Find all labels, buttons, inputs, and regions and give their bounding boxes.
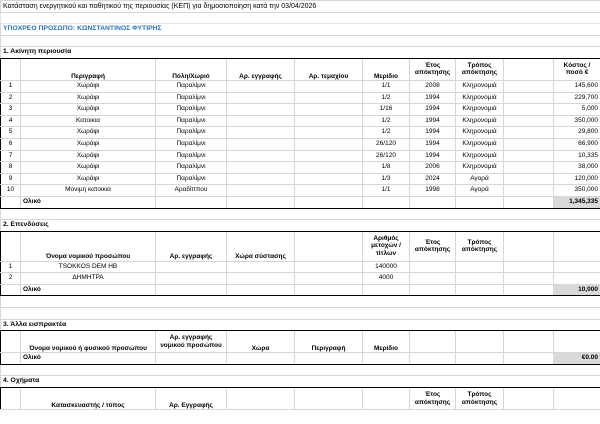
property-reg-no bbox=[227, 162, 295, 174]
row-number: 6 bbox=[1, 138, 21, 150]
col-cost: Κόστος / ποσό € bbox=[554, 58, 600, 80]
property-cost: 120,000 bbox=[554, 173, 600, 185]
investment-reg-no bbox=[156, 273, 227, 285]
col-method: Τρόπος απόκτησης bbox=[456, 58, 504, 80]
col-country: Χώρα σύστασης bbox=[227, 231, 295, 261]
property-empty bbox=[504, 162, 554, 174]
property-year: 1994 bbox=[410, 104, 456, 116]
section-investments-title: 2. Επενδύσεις bbox=[1, 220, 600, 232]
property-description: Χωράφι bbox=[21, 150, 156, 162]
property-reg-no bbox=[227, 173, 295, 185]
row-number: 7 bbox=[1, 150, 21, 162]
document-title: Κατάσταση ενεργητικού και παθητικού της περιουσίας (ΚΕΠ) για δημοσιοποίηση κατά την 03/04/2026 bbox=[1, 1, 600, 13]
table-row bbox=[1, 104, 600, 116]
investment-method bbox=[456, 273, 504, 285]
investment-country bbox=[227, 261, 295, 273]
property-parcel bbox=[295, 104, 363, 116]
property-share: 1/2 bbox=[363, 115, 410, 127]
property-method: Κληρονομιά bbox=[456, 150, 504, 162]
row-number: 2 bbox=[1, 273, 21, 285]
property-reg-no bbox=[227, 127, 295, 139]
col-year: Έτος απόκτησης bbox=[410, 58, 456, 80]
property-city: Παραλίμνι bbox=[156, 80, 227, 92]
property-method: Κληρονομιά bbox=[456, 162, 504, 174]
property-parcel bbox=[295, 127, 363, 139]
row-number: 1 bbox=[1, 261, 21, 273]
property-reg-no bbox=[227, 150, 295, 162]
property-method: Κληρονομιά bbox=[456, 115, 504, 127]
property-empty bbox=[504, 127, 554, 139]
col-company-reg: Αρ. εγγραφής bbox=[156, 231, 227, 261]
row-number: 8 bbox=[1, 162, 21, 174]
property-reg-no bbox=[227, 115, 295, 127]
investment-year bbox=[410, 273, 456, 285]
table-row bbox=[1, 173, 600, 185]
property-city: Παραλίμνι bbox=[156, 127, 227, 139]
property-city: Παραλίμνι bbox=[156, 173, 227, 185]
investment-year bbox=[410, 261, 456, 273]
col-vehicle-year: Έτος απόκτησης bbox=[410, 388, 456, 410]
property-parcel bbox=[295, 185, 363, 197]
investment-country bbox=[227, 273, 295, 285]
investment-empty bbox=[295, 273, 363, 285]
property-description: Χωράφι bbox=[21, 104, 156, 116]
col-vehicle-reg: Αρ. Εγγραφής bbox=[156, 388, 227, 410]
property-cost: 10,335 bbox=[554, 150, 600, 162]
real-estate-total: 1,345,335 bbox=[554, 196, 600, 208]
col-rec-description: Περιγραφή bbox=[295, 331, 363, 353]
investment-shares: 4000 bbox=[363, 273, 410, 285]
property-cost: 29,800 bbox=[554, 127, 600, 139]
col-vehicle-maker: Κατασκευαστής / τύπος bbox=[21, 388, 156, 410]
investment-name: TSOKKOS DEM HB bbox=[21, 261, 156, 273]
col-rec-country: Χώρα bbox=[227, 331, 295, 353]
table-row bbox=[1, 185, 600, 197]
property-year: 1994 bbox=[410, 92, 456, 104]
investment-reg-no bbox=[156, 261, 227, 273]
property-method: Αγορά bbox=[456, 173, 504, 185]
property-cost: 229,700 bbox=[554, 92, 600, 104]
property-parcel bbox=[295, 138, 363, 150]
property-parcel bbox=[295, 162, 363, 174]
property-method: Κληρονομιά bbox=[456, 127, 504, 139]
property-description: Χωράφι bbox=[21, 127, 156, 139]
col-rec-share: Μερίδιο bbox=[363, 331, 410, 353]
row-number: 3 bbox=[1, 104, 21, 116]
investment-value bbox=[554, 273, 600, 285]
property-city: Παραλίμνι bbox=[156, 92, 227, 104]
property-description: Μονιμη κατοικια bbox=[21, 185, 156, 197]
row-number: 4 bbox=[1, 115, 21, 127]
property-city: Παραλίμνι bbox=[156, 150, 227, 162]
section-vehicles-title: 4. Οχήματα bbox=[1, 376, 600, 388]
col-inv-year: Έτος απόκτησης bbox=[410, 231, 456, 261]
col-reg-no: Αρ. εγγραφής bbox=[227, 58, 295, 80]
investment-empty bbox=[295, 261, 363, 273]
property-reg-no bbox=[227, 104, 295, 116]
investment-value bbox=[554, 261, 600, 273]
col-vehicle-method: Τρόπος απόκτησης bbox=[456, 388, 504, 410]
table-row bbox=[1, 127, 600, 139]
property-share: 1/8 bbox=[363, 162, 410, 174]
section-receivables-title: 3. Άλλα εισπρακτέα bbox=[1, 319, 600, 331]
property-empty bbox=[504, 104, 554, 116]
property-empty bbox=[504, 80, 554, 92]
property-method: Κληρονομιά bbox=[456, 104, 504, 116]
table-row bbox=[1, 150, 600, 162]
property-description: Χωράφι bbox=[21, 162, 156, 174]
property-year: 1994 bbox=[410, 150, 456, 162]
table-row bbox=[1, 115, 600, 127]
property-empty bbox=[504, 150, 554, 162]
investments-total-label: Ολικό bbox=[21, 284, 156, 296]
property-year: 1994 bbox=[410, 127, 456, 139]
property-cost: 145,600 bbox=[554, 80, 600, 92]
investment-shares: 140000 bbox=[363, 261, 410, 273]
col-description: Περιγραφή bbox=[21, 58, 156, 80]
property-description: Κατοικια bbox=[21, 115, 156, 127]
property-empty bbox=[504, 138, 554, 150]
investments-total: 10,000 bbox=[554, 284, 600, 296]
table-row bbox=[1, 80, 600, 92]
property-cost: 66,900 bbox=[554, 138, 600, 150]
table-row bbox=[1, 261, 600, 273]
real-estate-total-label: Ολικό bbox=[21, 196, 156, 208]
table-row bbox=[1, 138, 600, 150]
row-number: 9 bbox=[1, 173, 21, 185]
section-real-estate-title: 1. Ακίνητη περιουσία bbox=[1, 47, 600, 59]
property-share: 1/1 bbox=[363, 185, 410, 197]
property-cost: 350,000 bbox=[554, 185, 600, 197]
col-city: Πόλη/Χωριό bbox=[156, 58, 227, 80]
property-reg-no bbox=[227, 185, 295, 197]
property-city: Παραλίμνι bbox=[156, 104, 227, 116]
property-method: Κληρονομιά bbox=[456, 138, 504, 150]
property-year: 2006 bbox=[410, 162, 456, 174]
receivables-total-label: Ολικό bbox=[21, 353, 156, 365]
property-share: 26/120 bbox=[363, 150, 410, 162]
col-inv-method: Τρόπος απόκτησης bbox=[456, 231, 504, 261]
obligated-person: ΥΠΟΧΡΕΟ ΠΡΟΣΩΠΟ: ΚΩΝΣΤΑΝΤΙΝΟΣ ΦΥΤΙΡΗΣ bbox=[1, 24, 600, 36]
col-share: Μερίδιο bbox=[363, 58, 410, 80]
property-city: Παραλίμνι bbox=[156, 138, 227, 150]
property-city: Παραλίμνι bbox=[156, 162, 227, 174]
table-row bbox=[1, 92, 600, 104]
property-share: 1/3 bbox=[363, 173, 410, 185]
row-number: 5 bbox=[1, 127, 21, 139]
property-year: 1994 bbox=[410, 115, 456, 127]
property-year: 1998 bbox=[410, 185, 456, 197]
investment-name: ΔΗΜΗΤΡΑ bbox=[21, 273, 156, 285]
receivables-total: €0.00 bbox=[554, 353, 600, 365]
col-parcel: Αρ. τεμαχίου bbox=[295, 58, 363, 80]
property-parcel bbox=[295, 173, 363, 185]
property-empty bbox=[504, 115, 554, 127]
property-share: 26/120 bbox=[363, 138, 410, 150]
property-empty bbox=[504, 92, 554, 104]
property-parcel bbox=[295, 92, 363, 104]
table-row bbox=[1, 162, 600, 174]
property-description: Χωράφι bbox=[21, 138, 156, 150]
property-empty bbox=[504, 173, 554, 185]
property-share: 1/2 bbox=[363, 127, 410, 139]
property-year: 2008 bbox=[410, 80, 456, 92]
property-city: Παραλίμνι bbox=[156, 115, 227, 127]
property-parcel bbox=[295, 80, 363, 92]
row-number: 2 bbox=[1, 92, 21, 104]
investment-empty bbox=[504, 261, 554, 273]
col-person-name: Όνομα νομικού ή φυσικού προσώπου bbox=[21, 331, 156, 353]
property-cost: 350,000 bbox=[554, 115, 600, 127]
property-parcel bbox=[295, 150, 363, 162]
col-shares: Αριθμός μετοχών / τίτλων bbox=[363, 231, 410, 261]
property-share: 1/16 bbox=[363, 104, 410, 116]
property-cost: 38,000 bbox=[554, 162, 600, 174]
property-method: Κληρονομιά bbox=[456, 92, 504, 104]
property-year: 1994 bbox=[410, 138, 456, 150]
property-share: 1/2 bbox=[363, 92, 410, 104]
property-reg-no bbox=[227, 92, 295, 104]
property-description: Χωράφι bbox=[21, 80, 156, 92]
property-reg-no bbox=[227, 138, 295, 150]
property-empty bbox=[504, 185, 554, 197]
row-number: 10 bbox=[1, 185, 21, 197]
property-year: 2024 bbox=[410, 173, 456, 185]
property-parcel bbox=[295, 115, 363, 127]
property-description: Χωράφι bbox=[21, 92, 156, 104]
table-row bbox=[1, 273, 600, 285]
col-company-name: Όνομα νομικού προσώπου bbox=[21, 231, 156, 261]
col-person-reg: Αρ. εγγραφής νομικού προσώπου bbox=[156, 331, 227, 353]
property-share: 1/1 bbox=[363, 80, 410, 92]
property-method: Αγορά bbox=[456, 185, 504, 197]
property-cost: 5,000 bbox=[554, 104, 600, 116]
property-method: Κληρονομιά bbox=[456, 80, 504, 92]
row-number: 1 bbox=[1, 80, 21, 92]
property-city: Αραδίππου bbox=[156, 185, 227, 197]
investment-method bbox=[456, 261, 504, 273]
investment-empty bbox=[504, 273, 554, 285]
property-reg-no bbox=[227, 80, 295, 92]
property-description: Χωράφι bbox=[21, 173, 156, 185]
